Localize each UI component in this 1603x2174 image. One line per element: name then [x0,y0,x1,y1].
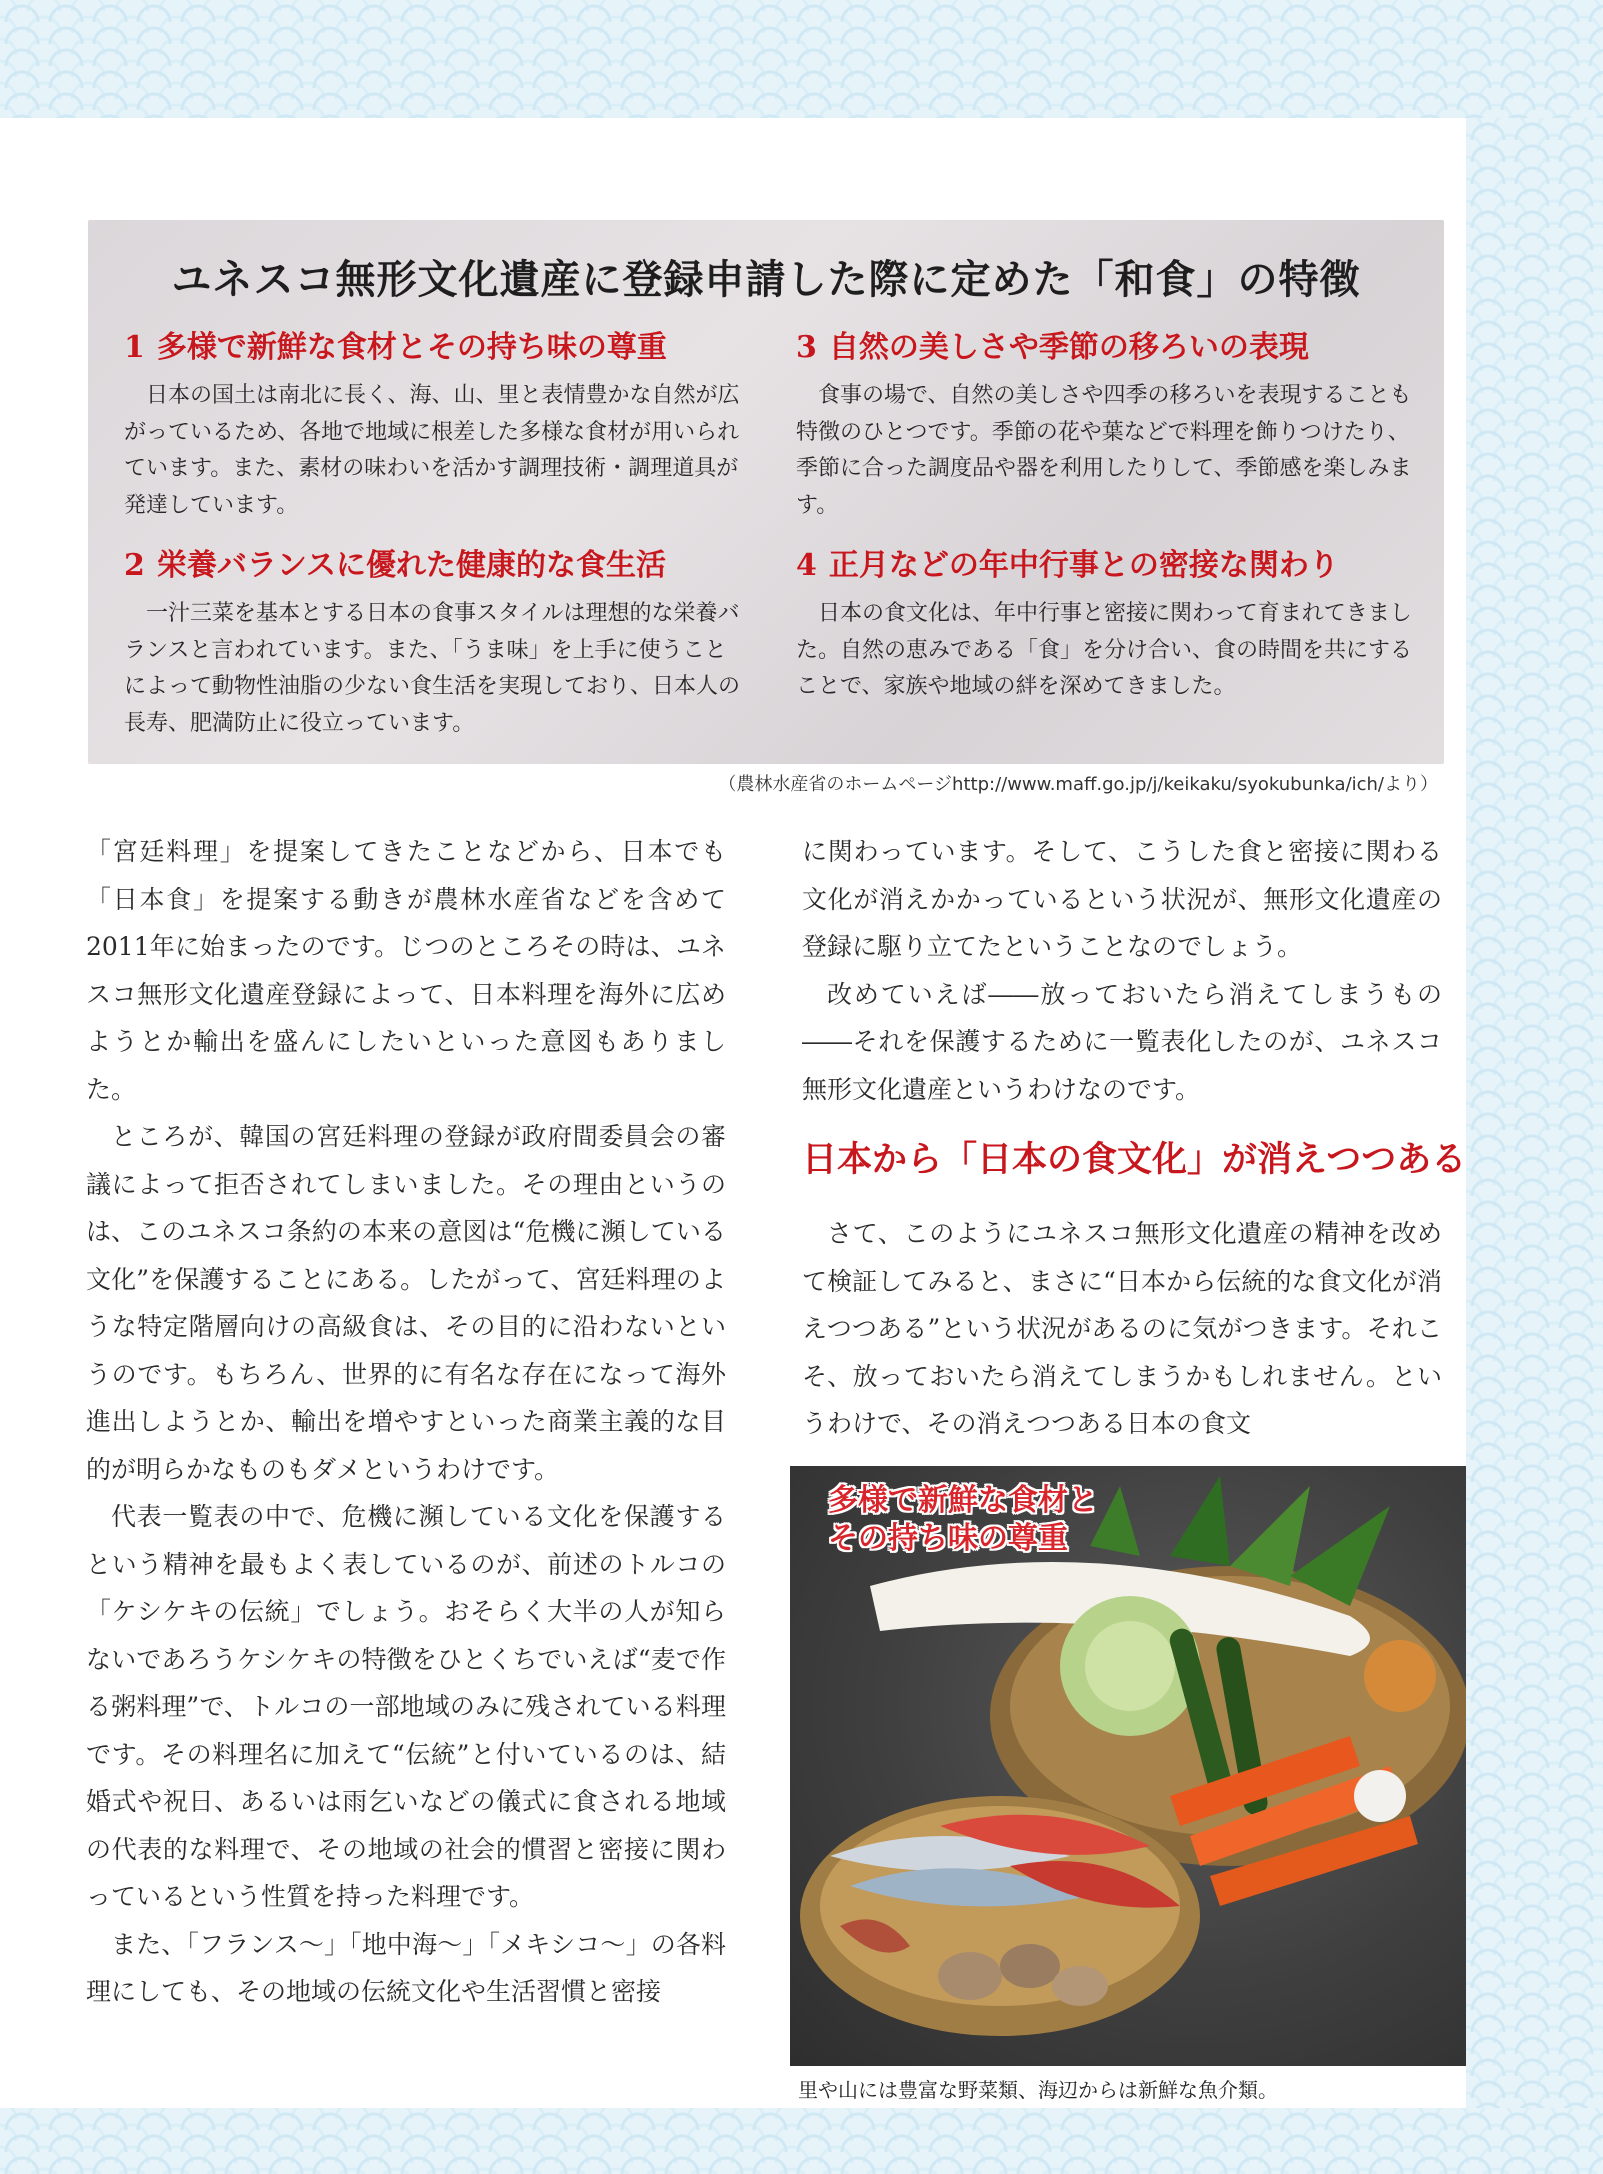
feature-text: 日本の食文化は、年中行事と密接に関わって育まれてきました。自然の恵みである「食」を分け合い、食の時間を共にすることで、家族や地域の絆を深めてきました。 [796,601,1413,699]
feature-heading-text: 自然の美しさや季節の移ろいの表現 [828,330,1309,365]
feature-item-1 [124,322,744,524]
feature-text: 食事の場で、自然の美しさや四季の移ろいを表現することも特徴のひとつです。季節の花や葉などで料理を飾りつけたり、季節に合った調度品や器を利用したりして、季節感を楽しみます。 [796,383,1412,518]
feature-number: 3 [796,330,817,365]
features-title: ユネスコ無形文化遺産に登録申請した際に定めた「和食」の特徴 [171,257,1361,303]
feature-item-4 [796,540,1416,706]
food-photo [790,1466,1466,2066]
feature-heading-text: 多様で新鮮な食材とその持ち味の尊重 [156,330,667,365]
wave-pattern-right [1466,118,1603,2108]
section-heading: 日本から「日本の食文化」が消えつつある [802,1140,1467,1180]
feature-heading [796,540,1416,584]
paragraph: 「宮廷料理」を提案してきたことなどから、日本でも「日本食」を提案する動きが農林水産省などを含めて2011年に始まったのです。じつのところその時は、ユネスコ無形文化遺産登録によって、日本料理を海外に広めようとか輸出を盛んにしたいといった意図もありました。 [86,837,726,1104]
paragraph: さて、このようにユネスコ無形文化遺産の精神を改めて検証してみると、まさに“日本から伝統的な食文化が消えつつある”という状況があるのに気がつきます。それこそ、放っておいたら消えてしまうかもしれません。というわけで、その消えつつある日本の食文 [802,1219,1442,1438]
washoku-features-box [88,220,1444,764]
feature-heading-text: 正月などの年中行事との密接な関わり [828,548,1339,583]
paragraph: ところが、韓国の宮廷料理の登録が政府間委員会の審議によって拒否されてしまいました。その理由というのは、このユネスコ条約の本来の意図は“危機に瀕している文化”を保護することにある。したがって、宮廷料理のような特定階層向けの高級食は、その目的に沿わないというのです。もちろん、世界的に有名な存在になって海外進出しようとか、輸出を増やすといった商業主義的な目的が明らかなものもダメというわけです。 [86,1122,726,1484]
feature-heading-text: 栄養バランスに優れた健康的な食生活 [156,548,666,583]
feature-item-3 [796,322,1416,524]
feature-text: 日本の国土は南北に長く、海、山、里と表情豊かな自然が広がっているため、各地で地域に根差した多様な食材が用いられています。また、素材の味わいを活かす調理技術・調理道具が発達しています。 [124,383,740,518]
feature-heading [796,322,1416,366]
paragraph: 代表一覧表の中で、危機に瀕している文化を保護するという精神を最もよく表しているのが、前述のトルコの「ケシケキの伝統」でしょう。おそらく大半の人が知らないであろうケシケキの特徴をひとくちでいえば“麦で作る粥料理”で、トルコの一部地域のみに残されている料理です。その料理名に加えて“伝統”と付いているのは、結婚式や祝日、あるいは雨乞いなどの儀式に食される地域の代表的な料理で、その地域の社会的慣習と密接に関わっているという性質を持った料理です。 [86,1502,726,1911]
feature-heading [124,322,744,366]
wave-pattern-bottom [0,2108,1603,2174]
paragraph: 改めていえば――放っておいたら消えてしまうもの――それを保護するために一覧表化したのが、ユネスコ無形文化遺産というわけなのです。 [802,979,1442,1104]
source-citation: （農林水産省のホームページhttp://www.maff.go.jp/j/keikaku/syokubunka/ich/より） [718,774,1438,795]
body-left-column [86,828,726,2016]
body-right-column-top [802,828,1442,1113]
feature-number: 4 [796,548,817,583]
clam [938,1952,1002,2000]
paragraph: に関わっています。そして、こうした食と密接に関わる文化が消えかかっているという状況が、無形文化遺産の登録に駆り立てたということなのでしょう。 [802,837,1442,961]
photo-caption: 里や山には豊富な野菜類、海辺からは新鮮な魚介類。 [798,2078,1278,2102]
feature-number: 2 [124,548,145,583]
paragraph: また、「フランス～」「地中海～」「メキシコ～」の各料理にしても、その地域の伝統文化や生活習慣と密接 [86,1929,726,2006]
photo-label-line: その持ち味の尊重 [828,1521,1068,1556]
wave-pattern-top [0,0,1603,118]
feature-item-2 [124,540,744,742]
feature-text: 一汁三菜を基本とする日本の食事スタイルは理想的な栄養バランスと言われています。また、「うま味」を上手に使うことによって動物性油脂の少ない食生活を実現しており、日本人の長寿、肥満防止に役立っています。 [124,601,741,736]
photo-label-line: 多様で新鮮な食材と [828,1483,1098,1518]
feature-heading [124,540,744,584]
body-right-column-mid [802,1210,1442,1448]
photo-label [828,1482,1098,1558]
feature-number: 1 [124,330,145,365]
